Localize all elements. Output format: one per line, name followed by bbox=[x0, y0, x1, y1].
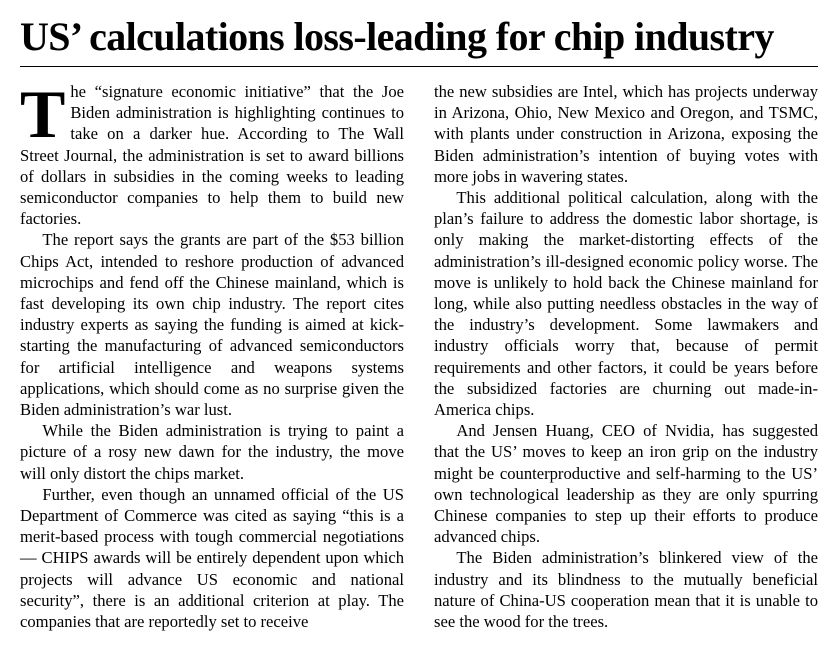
paragraph-lead bbox=[20, 76, 404, 229]
paragraph: The report says the grants are part of the $53 billion Chips Act, intended to reshore production of advanced microchips and fend off the Chinese mainland, which is fast developing its own chip industry. The report cites industry experts as saying the funding is aimed at kick-starting the manufacturing of advanced semiconductors for artificial intelligence and weapons systems applications, which should come as no surprise given the Biden administration’s war lust. bbox=[20, 230, 404, 420]
paragraph: The Biden administration’s blinkered view of the industry and its blindness to the mutually beneficial nature of China-US cooperation mean that it is unable to see the wood for the trees. bbox=[434, 548, 818, 632]
drop-cap: T bbox=[20, 76, 66, 152]
paragraph-text: he “signature economic initiative” that the Joe Biden administration is highlighting continues to take on a darker hue. According to The Wall Street Journal, the administration is set to award billions of dollars in subsidies in the coming weeks to leading semiconductor companies to help them to build new factories. bbox=[20, 82, 404, 229]
paragraph: And Jensen Huang, CEO of Nvidia, has suggested that the US’ moves to keep an iron grip on the industry might be counterproductive and self-harming to the US’ own technological leadership as they are only spurring Chinese companies to step up their efforts to produce advanced chips. bbox=[434, 421, 818, 547]
left-column bbox=[20, 76, 404, 632]
headline-divider bbox=[20, 66, 818, 67]
paragraph-continuation: the new subsidies are Intel, which has projects underway in Arizona, Ohio, New Mexico and Oregon, and TSMC, with plants under construction in Arizona, exposing the Biden administration’s intention of buying votes with more jobs in wavering states. bbox=[434, 82, 818, 186]
page-title: US’ calculations loss-leading for chip industry bbox=[20, 14, 774, 59]
paragraph: Further, even though an unnamed official of the US Department of Commerce was cited as saying “this is a merit-based process with tough commercial negotiations — CHIPS awards will be entirely dependent upon which projects will advance US economic and national security”, there is an additional criterion at play. The companies that are reportedly set to receive bbox=[20, 484, 404, 632]
paragraph: This additional political calculation, along with the plan’s failure to address the domestic labor shortage, is only making the market-distorting effects of the administration’s ill-designed economic policy worse. The move is unlikely to hold back the Chinese mainland for long, while also putting needless obstacles in the way of the industry’s development. Some lawmakers and industry officials worry that, because of permit requirements and other factors, it could be years before the subsidized factories are churning out made-in-America chips. bbox=[434, 188, 818, 420]
article-body bbox=[18, 76, 820, 632]
paragraph: While the Biden administration is trying to paint a picture of a rosy new dawn for the industry, the move will only distort the chips market. bbox=[20, 421, 404, 483]
right-column bbox=[434, 81, 818, 632]
